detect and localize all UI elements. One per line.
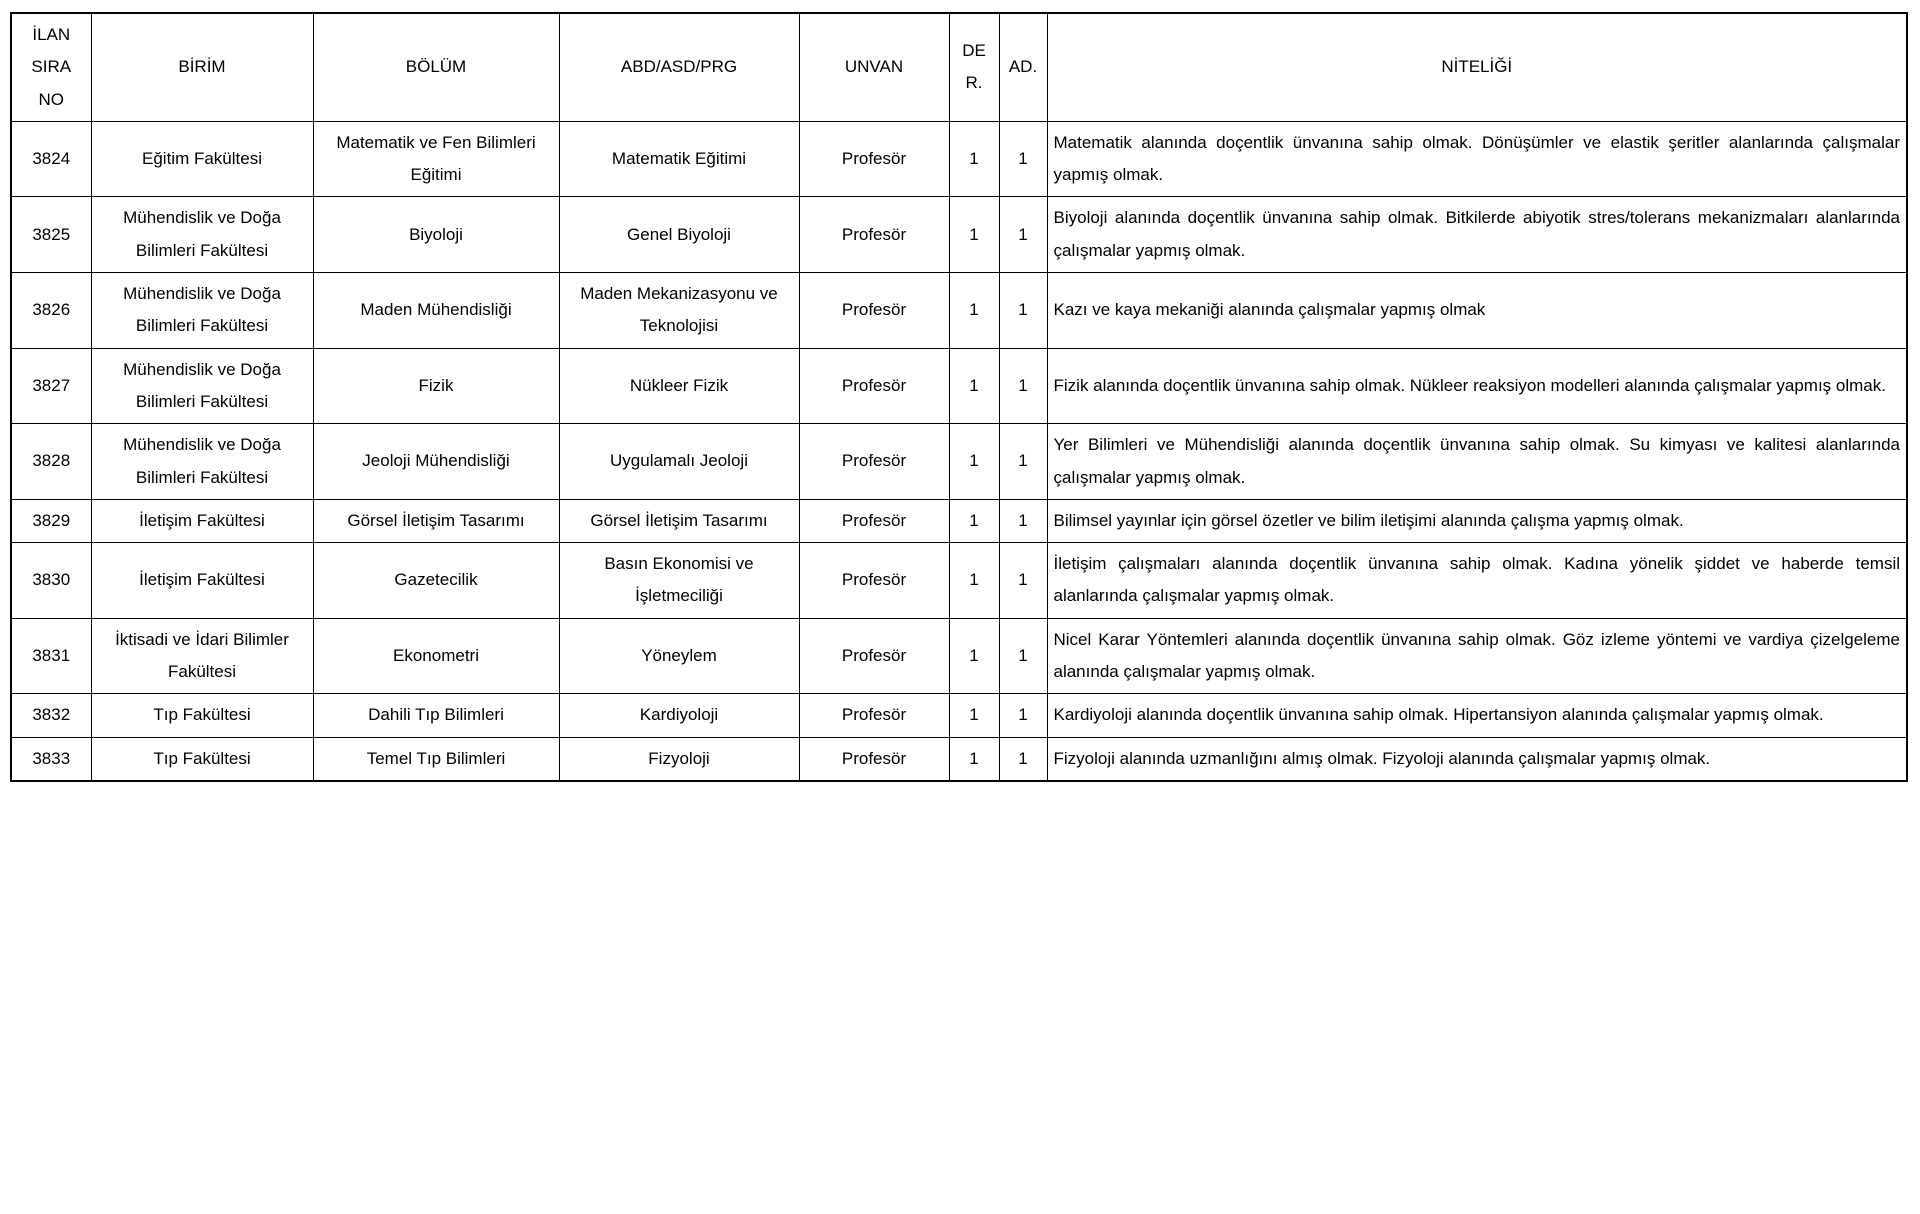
cell-ilan-sira-no: 3832	[11, 694, 91, 737]
table-row	[11, 737, 1907, 781]
cell-ilan-sira-no: 3824	[11, 121, 91, 197]
cell-ilan-sira-no: 3825	[11, 197, 91, 273]
cell-abd: Kardiyoloji	[559, 694, 799, 737]
cell-unvan: Profesör	[799, 348, 949, 424]
cell-ilan-sira-no: 3828	[11, 424, 91, 500]
cell-ilan-sira-no: 3827	[11, 348, 91, 424]
cell-birim: Tıp Fakültesi	[91, 694, 313, 737]
cell-unvan: Profesör	[799, 273, 949, 349]
cell-der: 1	[949, 499, 999, 542]
cell-nitelik: Fizik alanında doçentlik ünvanına sahip olmak. Nükleer reaksiyon modelleri alanında çalışmalar yapmış olmak.	[1047, 348, 1907, 424]
cell-bolum: Fizik	[313, 348, 559, 424]
cell-ad: 1	[999, 499, 1047, 542]
cell-der: 1	[949, 543, 999, 619]
cell-unvan: Profesör	[799, 499, 949, 542]
table-header	[11, 13, 1907, 121]
cell-ad: 1	[999, 618, 1047, 694]
cell-abd: Genel Biyoloji	[559, 197, 799, 273]
cell-birim: Mühendislik ve Doğa Bilimleri Fakültesi	[91, 197, 313, 273]
cell-unvan: Profesör	[799, 618, 949, 694]
cell-ad: 1	[999, 737, 1047, 781]
cell-abd: Maden Mekanizasyonu ve Teknolojisi	[559, 273, 799, 349]
column-header-ad: AD.	[999, 13, 1047, 121]
table-row	[11, 618, 1907, 694]
cell-ad: 1	[999, 694, 1047, 737]
cell-der: 1	[949, 273, 999, 349]
table-row	[11, 499, 1907, 542]
column-header-birim: BİRİM	[91, 13, 313, 121]
cell-birim: Tıp Fakültesi	[91, 737, 313, 781]
cell-ilan-sira-no: 3829	[11, 499, 91, 542]
cell-der: 1	[949, 348, 999, 424]
cell-ad: 1	[999, 424, 1047, 500]
table-row	[11, 543, 1907, 619]
column-header-abd-asd-prg: ABD/ASD/PRG	[559, 13, 799, 121]
cell-abd: Nükleer Fizik	[559, 348, 799, 424]
cell-ilan-sira-no: 3830	[11, 543, 91, 619]
cell-birim: Eğitim Fakültesi	[91, 121, 313, 197]
cell-ad: 1	[999, 348, 1047, 424]
cell-ilan-sira-no: 3833	[11, 737, 91, 781]
cell-bolum: Maden Mühendisliği	[313, 273, 559, 349]
cell-birim: Mühendislik ve Doğa Bilimleri Fakültesi	[91, 348, 313, 424]
cell-ad: 1	[999, 543, 1047, 619]
column-header-niteligi: NİTELİĞİ	[1047, 13, 1907, 121]
job-postings-table	[10, 12, 1908, 782]
cell-nitelik: Kazı ve kaya mekaniği alanında çalışmalar yapmış olmak	[1047, 273, 1907, 349]
cell-nitelik: İletişim çalışmaları alanında doçentlik ünvanına sahip olmak. Kadına yönelik şiddet ve haberde temsil alanlarında çalışmalar yapmış olmak.	[1047, 543, 1907, 619]
cell-der: 1	[949, 737, 999, 781]
cell-birim: Mühendislik ve Doğa Bilimleri Fakültesi	[91, 424, 313, 500]
table-row	[11, 121, 1907, 197]
cell-bolum: Jeoloji Mühendisliği	[313, 424, 559, 500]
cell-nitelik: Fizyoloji alanında uzmanlığını almış olmak. Fizyoloji alanında çalışmalar yapmış olmak.	[1047, 737, 1907, 781]
cell-ad: 1	[999, 197, 1047, 273]
cell-nitelik: Yer Bilimleri ve Mühendisliği alanında doçentlik ünvanına sahip olmak. Su kimyası ve kalitesi alanlarında çalışmalar yapmış olmak.	[1047, 424, 1907, 500]
cell-abd: Yöneylem	[559, 618, 799, 694]
cell-abd: Basın Ekonomisi ve İşletmeciliği	[559, 543, 799, 619]
cell-unvan: Profesör	[799, 694, 949, 737]
cell-ilan-sira-no: 3826	[11, 273, 91, 349]
cell-abd: Fizyoloji	[559, 737, 799, 781]
cell-der: 1	[949, 121, 999, 197]
cell-der: 1	[949, 424, 999, 500]
table-row	[11, 348, 1907, 424]
cell-unvan: Profesör	[799, 197, 949, 273]
cell-nitelik: Nicel Karar Yöntemleri alanında doçentlik ünvanına sahip olmak. Göz izleme yöntemi ve vardiya çizelgeleme alanında çalışmalar yapmış olmak.	[1047, 618, 1907, 694]
cell-birim: Mühendislik ve Doğa Bilimleri Fakültesi	[91, 273, 313, 349]
cell-unvan: Profesör	[799, 543, 949, 619]
cell-bolum: Gazetecilik	[313, 543, 559, 619]
cell-abd: Görsel İletişim Tasarımı	[559, 499, 799, 542]
cell-birim: İletişim Fakültesi	[91, 543, 313, 619]
cell-nitelik: Kardiyoloji alanında doçentlik ünvanına sahip olmak. Hipertansiyon alanında çalışmalar yapmış olmak.	[1047, 694, 1907, 737]
cell-der: 1	[949, 618, 999, 694]
column-header-unvan: UNVAN	[799, 13, 949, 121]
cell-unvan: Profesör	[799, 424, 949, 500]
column-header-der: DER.	[949, 13, 999, 121]
cell-nitelik: Bilimsel yayınlar için görsel özetler ve bilim iletişimi alanında çalışma yapmış olmak.	[1047, 499, 1907, 542]
table-body	[11, 121, 1907, 781]
cell-bolum: Biyoloji	[313, 197, 559, 273]
cell-birim: İletişim Fakültesi	[91, 499, 313, 542]
cell-abd: Uygulamalı Jeoloji	[559, 424, 799, 500]
cell-bolum: Ekonometri	[313, 618, 559, 694]
cell-nitelik: Biyoloji alanında doçentlik ünvanına sahip olmak. Bitkilerde abiyotik stres/tolerans mekanizmaları alanlarında çalışmalar yapmış olmak.	[1047, 197, 1907, 273]
cell-ilan-sira-no: 3831	[11, 618, 91, 694]
cell-nitelik: Matematik alanında doçentlik ünvanına sahip olmak. Dönüşümler ve elastik şeritler alanlarında çalışmalar yapmış olmak.	[1047, 121, 1907, 197]
table-row	[11, 197, 1907, 273]
cell-bolum: Görsel İletişim Tasarımı	[313, 499, 559, 542]
cell-der: 1	[949, 694, 999, 737]
cell-bolum: Temel Tıp Bilimleri	[313, 737, 559, 781]
cell-unvan: Profesör	[799, 737, 949, 781]
cell-bolum: Matematik ve Fen Bilimleri Eğitimi	[313, 121, 559, 197]
table-row	[11, 273, 1907, 349]
header-row	[11, 13, 1907, 121]
cell-ad: 1	[999, 121, 1047, 197]
column-header-bolum: BÖLÜM	[313, 13, 559, 121]
cell-abd: Matematik Eğitimi	[559, 121, 799, 197]
table-row	[11, 424, 1907, 500]
table-row	[11, 694, 1907, 737]
cell-ad: 1	[999, 273, 1047, 349]
column-header-ilan-sira-no: İLAN SIRA NO	[11, 13, 91, 121]
cell-unvan: Profesör	[799, 121, 949, 197]
cell-birim: İktisadi ve İdari Bilimler Fakültesi	[91, 618, 313, 694]
cell-der: 1	[949, 197, 999, 273]
cell-bolum: Dahili Tıp Bilimleri	[313, 694, 559, 737]
